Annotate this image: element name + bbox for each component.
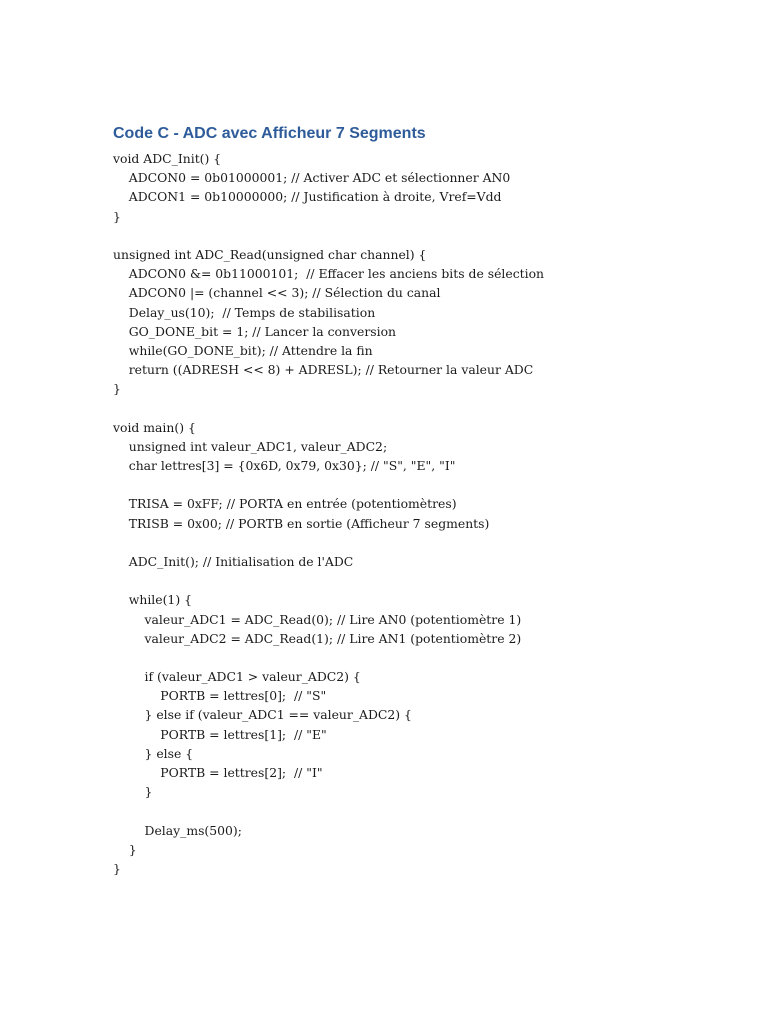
code-line: }	[113, 208, 121, 224]
code-line	[113, 648, 544, 667]
code-line: }	[113, 784, 153, 800]
code-line: } else if (valeur_ADC1 == valeur_ADC2) {	[113, 707, 412, 723]
code-line: ADCON0 = 0b01000001; // Activer ADC et sélectionner AN0	[113, 170, 511, 186]
code-line: unsigned int ADC_Read(unsigned char channel) {	[113, 246, 427, 262]
code-line: unsigned int valeur_ADC1, valeur_ADC2;	[113, 438, 388, 454]
code-line: return ((ADRESH << 8) + ADRESL); // Retourner la valeur ADC	[113, 362, 534, 378]
code-line: ADCON1 = 0b10000000; // Justification à droite, Vref=Vdd	[113, 189, 502, 205]
code-line: }	[113, 860, 121, 876]
code-line: while(1) {	[113, 592, 192, 608]
code-line: GO_DONE_bit = 1; // Lancer la conversion	[113, 323, 397, 339]
code-line: Delay_ms(500);	[113, 822, 242, 838]
code-line: while(GO_DONE_bit); // Attendre la fin	[113, 342, 373, 358]
code-line: valeur_ADC2 = ADC_Read(1); // Lire AN1 (potentiomètre 2)	[113, 630, 522, 646]
code-line: char lettres[3] = {0x6D, 0x79, 0x30}; // "S", "E", "I"	[113, 458, 456, 473]
code-line	[113, 533, 544, 552]
code-line: TRISB = 0x00; // PORTB en sortie (Afficheur 7 segments)	[113, 515, 490, 531]
code-line: void ADC_Init() {	[113, 151, 222, 166]
code-line: if (valeur_ADC1 > valeur_ADC2) {	[113, 669, 361, 685]
code-line: PORTB = lettres[1]; // "E"	[113, 726, 327, 742]
code-line	[113, 226, 544, 245]
document-heading: Code C - ADC avec Afficheur 7 Segments	[113, 125, 426, 142]
code-block	[113, 149, 544, 878]
code-line: PORTB = lettres[2]; // "I"	[113, 765, 323, 780]
code-line	[113, 475, 544, 494]
code-line: PORTB = lettres[0]; // "S"	[113, 688, 327, 704]
code-line	[113, 571, 544, 590]
code-line: ADC_Init(); // Initialisation de l'ADC	[113, 553, 354, 569]
code-line: ADCON0 &= 0b11000101; // Effacer les anciens bits de sélection	[113, 266, 545, 282]
code-line: ADCON0 |= (channel << 3); // Sélection du canal	[113, 285, 441, 301]
code-line: }	[113, 381, 121, 397]
code-line: }	[113, 841, 137, 857]
code-line: } else {	[113, 745, 194, 761]
code-line	[113, 801, 544, 820]
code-line: TRISA = 0xFF; // PORTA en entrée (potentiomètres)	[113, 496, 457, 512]
code-line	[113, 398, 544, 417]
code-line: Delay_us(10); // Temps de stabilisation	[113, 304, 376, 320]
code-line: void main() {	[113, 419, 196, 435]
code-line: valeur_ADC1 = ADC_Read(0); // Lire AN0 (potentiomètre 1)	[113, 611, 522, 627]
